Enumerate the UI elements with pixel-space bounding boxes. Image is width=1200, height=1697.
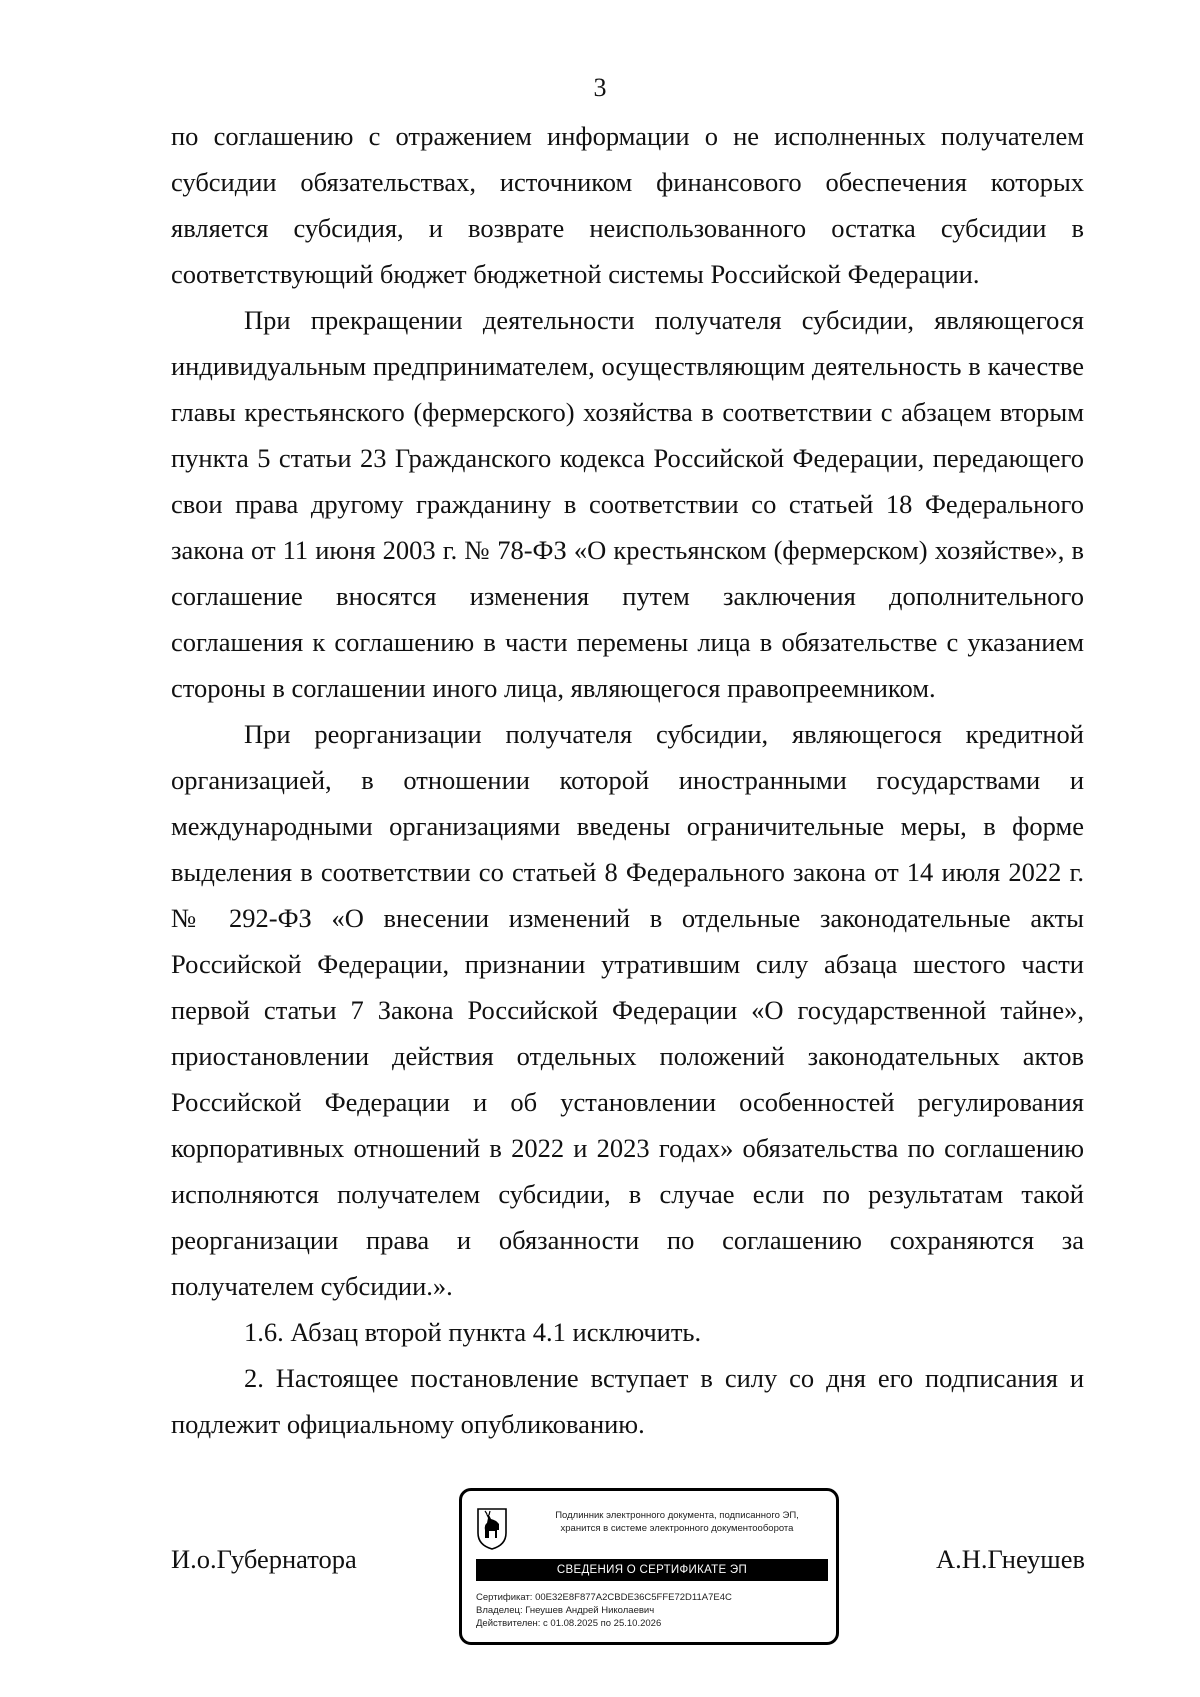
stamp-details (476, 1591, 828, 1630)
paragraph-credit-reorganization: При реорганизации получателя субсидии, являющегося кредитной организацией, в отношении которой иностранными государствами и международными организациями введены ограничительные меры, в форме выделения в соответствии со статьей 8 Федерального закона от 14 июля 2022 г. № 292-ФЗ «О внесении изменений в отдельные законодательные акты Российской Федерации, признании утратившим силу абзаца шестого части первой статьи 7 Закона Российской Федерации «О государственной тайне», приостановлении действия отдельных положений законодательных актов Российской Федерации и об установлении особенностей регулирования корпоративных отношений в 2022 и 2023 годах» обязательства по соглашению исполняются получателем субсидии, в случае если по результатам такой реорганизации права и обязанности по соглашению сохраняются за получателем субсидии.». (171, 719, 1084, 1301)
stamp-header: СВЕДЕНИЯ О СЕРТИФИКАТЕ ЭП (476, 1559, 828, 1581)
certificate-owner: Владелец: Гнеушев Андрей Николаевич (476, 1605, 655, 1616)
paragraph-farm-succession: При прекращении деятельности получателя субсидии, являющегося индивидуальным предпринимателем, осуществляющим деятельность в качестве главы крестьянского (фермерского) хозяйства в соответствии с абзацем вторым пункта 5 статьи 23 Гражданского кодекса Российской Федерации, передающего свои права другому гражданину в соответствии со статьей 18 Федерального закона от 11 июня 2003 г. № 78-ФЗ «О крестьянском (фермерском) хозяйстве», в соглашение вносятся изменения путем заключения дополнительного соглашения к соглашению в части перемены лица в обязательстве с указанием стороны в соглашении иного лица, являющегося правопреемником. (171, 305, 1084, 703)
signatory-position: И.о.Губернатора (171, 1544, 357, 1574)
coat-of-arms-icon (476, 1507, 508, 1551)
certificate-number: Сертификат: 00E32E8F877A2CBDE36C5FFE72D11A7E4C (476, 1592, 732, 1603)
certificate-validity: Действителен: с 01.08.2025 по 25.10.2026 (476, 1618, 662, 1629)
electronic-signature-stamp (459, 1488, 839, 1645)
stamp-note-line-2: хранится в системе электронного документооборота (560, 1523, 794, 1534)
page-number: 3 (593, 73, 607, 102)
paragraph-continuation: по соглашению с отражением информации о не исполненных получателем субсидии обязательствах, источником финансового обеспечения которых является субсидия, и возврате неиспользованного остатка субсидии в соответствующий бюджет бюджетной системы Российской Федерации. (171, 121, 1084, 289)
paragraph-item-1-6: 1.6. Абзац второй пункта 4.1 исключить. (244, 1317, 702, 1347)
signatory-name: А.Н.Гнеушев (935, 1544, 1085, 1574)
document-body (171, 113, 1084, 1447)
stamp-note (522, 1509, 832, 1535)
paragraph-item-2: 2. Настоящее постановление вступает в силу со дня его подписания и подлежит официальному опубликованию. (171, 1363, 1084, 1439)
stamp-note-line-1: Подлинник электронного документа, подписанного ЭП, (555, 1510, 799, 1521)
